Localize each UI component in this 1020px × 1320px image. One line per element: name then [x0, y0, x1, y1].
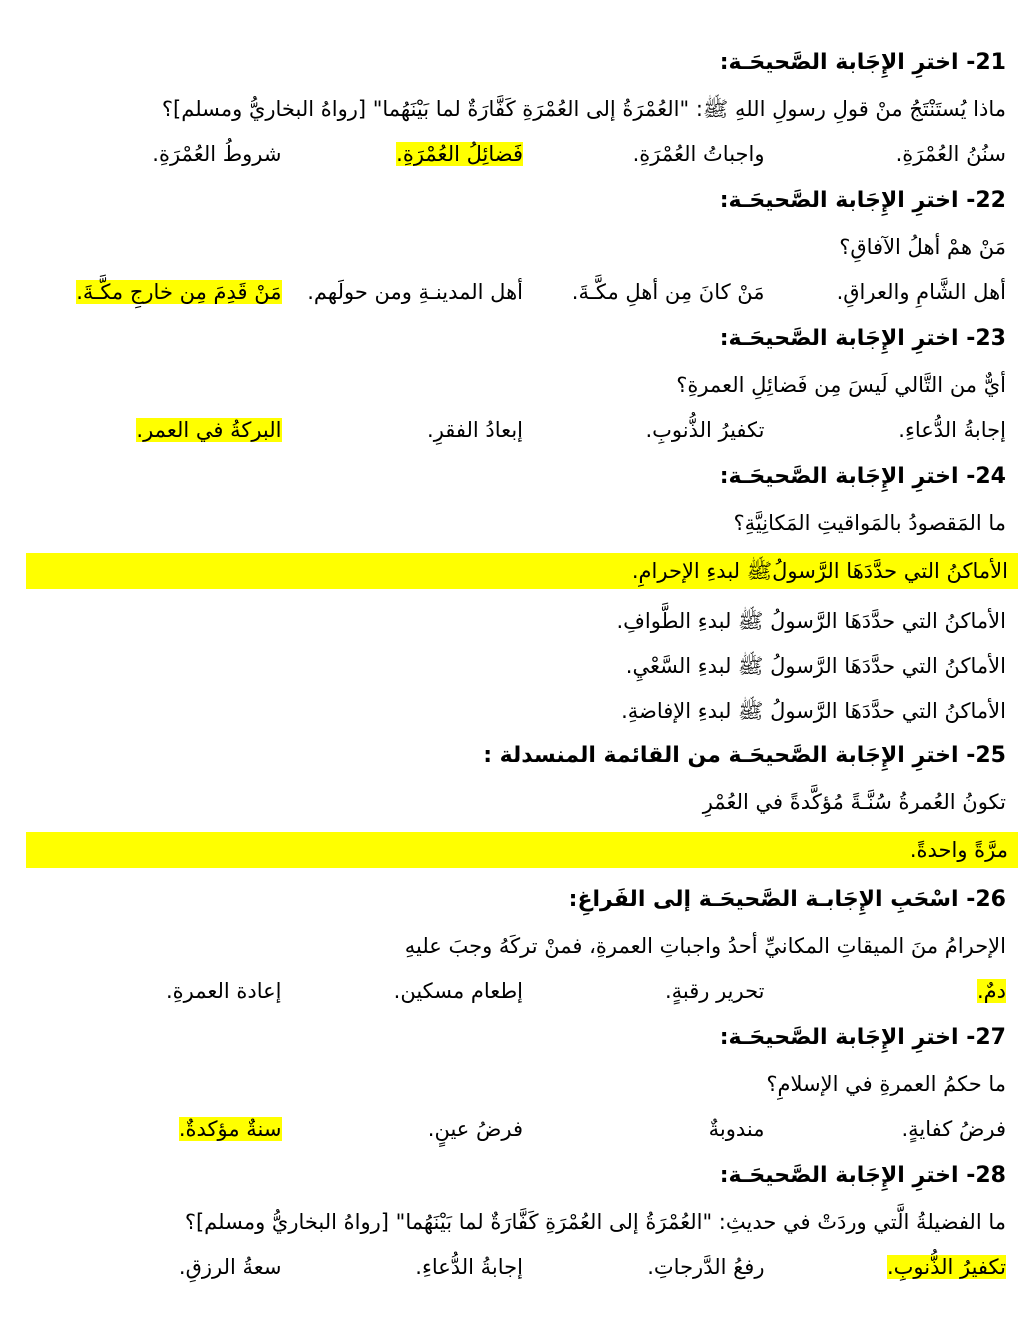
option-selected-band[interactable]: الأماكنُ التي حدَّدَهَا الرَّسولُﷺ لبدءِ الإحرامِ.	[26, 553, 1018, 589]
option-selected[interactable]: البركةُ في العمر.	[136, 418, 282, 442]
question-22-header: 22- اخترِ الإِجَابة الصَّحيحَـة:	[719, 188, 1006, 213]
question-22-prompt: مَنْ همْ أهلُ الآفاقِ؟	[839, 235, 1006, 259]
option[interactable]: تكفيرُ الذُّنوبِ.	[645, 418, 765, 442]
question-26-prompt: الإحرامُ منَ الميقاتِ المكانيِّ أحدُ واجباتِ العمرةِ، فمنْ تركَهُ وجبَ عليهِ	[404, 934, 1006, 958]
question-23-header: 23- اخترِ الإِجَابة الصَّحيحَـة:	[719, 326, 1006, 351]
option[interactable]: فرضُ عينٍ.	[427, 1117, 523, 1141]
question-26-header: 26- اسْحَبِ الإِجَابـة الصَّحيحَـة إلى الفَراغِ:	[568, 887, 1006, 912]
option[interactable]: إجابةُ الدُّعاءِ.	[898, 418, 1006, 442]
option[interactable]: واجباتُ العُمْرَةِ.	[632, 142, 765, 166]
question-26-options	[40, 976, 1006, 1006]
option[interactable]: الأماكنُ التي حدَّدَهَا الرَّسولُ ﷺ لبدءِ الإفاضةِ.	[621, 699, 1006, 723]
option[interactable]: الأماكنُ التي حدَّدَهَا الرَّسولُ ﷺ لبدءِ السَّعْيِ.	[625, 654, 1006, 678]
question-28	[40, 1161, 1006, 1282]
question-23-prompt: أيٌّ من التَّالي لَيسَ مِن فَضائِلِ العمرةِ؟	[676, 373, 1006, 397]
question-27	[40, 1023, 1006, 1144]
question-25	[40, 741, 1006, 868]
option[interactable]: مَنْ كانَ مِن أهلِ مكَّـةَ.	[571, 280, 765, 304]
question-27-header: 27- اخترِ الإِجَابة الصَّحيحَـة:	[719, 1025, 1006, 1050]
question-23	[40, 324, 1006, 445]
question-26	[40, 885, 1006, 1006]
option[interactable]: إعادة العمرةِ.	[165, 979, 282, 1003]
option-selected[interactable]: فَضائِلُ العُمْرَةِ.	[396, 142, 523, 166]
question-28-prompt: ما الفضيلةُ الَّتي وردَتْ في حديثِ: "العُمْرَةُ إلى العُمْرَةِ كَفَّارَةٌ لما بَيْنَهُما" [رواهُ البخاريُّ ومسلم]؟	[184, 1210, 1006, 1234]
option[interactable]: إبعادُ الفقرِ.	[427, 418, 523, 442]
question-28-header: 28- اخترِ الإِجَابة الصَّحيحَـة:	[719, 1163, 1006, 1188]
option[interactable]: شروطُ العُمْرَةِ.	[152, 142, 282, 166]
question-22	[40, 186, 1006, 307]
question-25-header: 25- اخترِ الإِجَابة الصَّحيحَـة من القائمة المنسدلة :	[483, 743, 1006, 768]
option-selected[interactable]: مَنْ قَدِمَ مِن خارجِ مكَّـةَ.	[76, 280, 282, 304]
option-selected[interactable]: تكفيرُ الذُّنوبِ.	[886, 1255, 1006, 1279]
question-28-options	[40, 1252, 1006, 1282]
option[interactable]: إطعام مسكين.	[393, 979, 523, 1003]
option[interactable]: تحرير رقبةٍ.	[664, 979, 765, 1003]
option[interactable]: سنُنُ العُمْرَةِ.	[895, 142, 1006, 166]
question-24-header: 24- اخترِ الإِجَابة الصَّحيحَـة:	[719, 464, 1006, 489]
option[interactable]: فرضُ كفايةٍ.	[901, 1117, 1006, 1141]
question-27-options	[40, 1114, 1006, 1144]
option[interactable]: مندوبةٌ	[708, 1117, 765, 1141]
question-25-prompt: تكونُ العُمرةُ سُنَّـةً مُؤكَّدةً في العُمْرِ	[702, 790, 1006, 814]
option-selected[interactable]: دمٌ.	[976, 979, 1006, 1003]
question-27-prompt: ما حكمُ العمرةِ في الإسلامِ؟	[766, 1072, 1006, 1096]
option[interactable]: أهل الشَّامِ والعراقِ.	[836, 280, 1006, 304]
question-21-prompt: ماذا يُستَنْتَجُ منْ قولِ رسولِ اللهِ ﷺ: "العُمْرَةُ إلى العُمْرَةِ كَفَّارَةٌ لما بَيْنَهُما" [رواهُ البخاريُّ ومسلم]؟	[161, 97, 1006, 121]
option[interactable]: الأماكنُ التي حدَّدَهَا الرَّسولُ ﷺ لبدءِ الطَّوافِ.	[616, 609, 1006, 633]
question-21	[40, 48, 1006, 169]
question-24-prompt: ما المَقصودُ بالمَواقيتِ المَكانِيَّةِ؟	[733, 511, 1006, 535]
option[interactable]: رفعُ الدَّرجاتِ.	[647, 1255, 765, 1279]
option[interactable]: أهل المدينـةِ ومن حولَهم.	[307, 280, 523, 304]
option[interactable]: إجابةُ الدُّعاءِ.	[415, 1255, 523, 1279]
question-21-header: 21- اخترِ الإِجَابة الصَّحيحَـة:	[719, 50, 1006, 75]
option[interactable]: سعةُ الرزقِ.	[178, 1255, 282, 1279]
option-selected[interactable]: سنةٌ مؤكدةٌ.	[178, 1117, 282, 1141]
dropdown-answer-band[interactable]: مرَّةً واحدةً.	[26, 832, 1018, 868]
question-23-options	[40, 415, 1006, 445]
question-22-options	[40, 277, 1006, 307]
question-21-options	[40, 139, 1006, 169]
question-24	[40, 462, 1006, 726]
